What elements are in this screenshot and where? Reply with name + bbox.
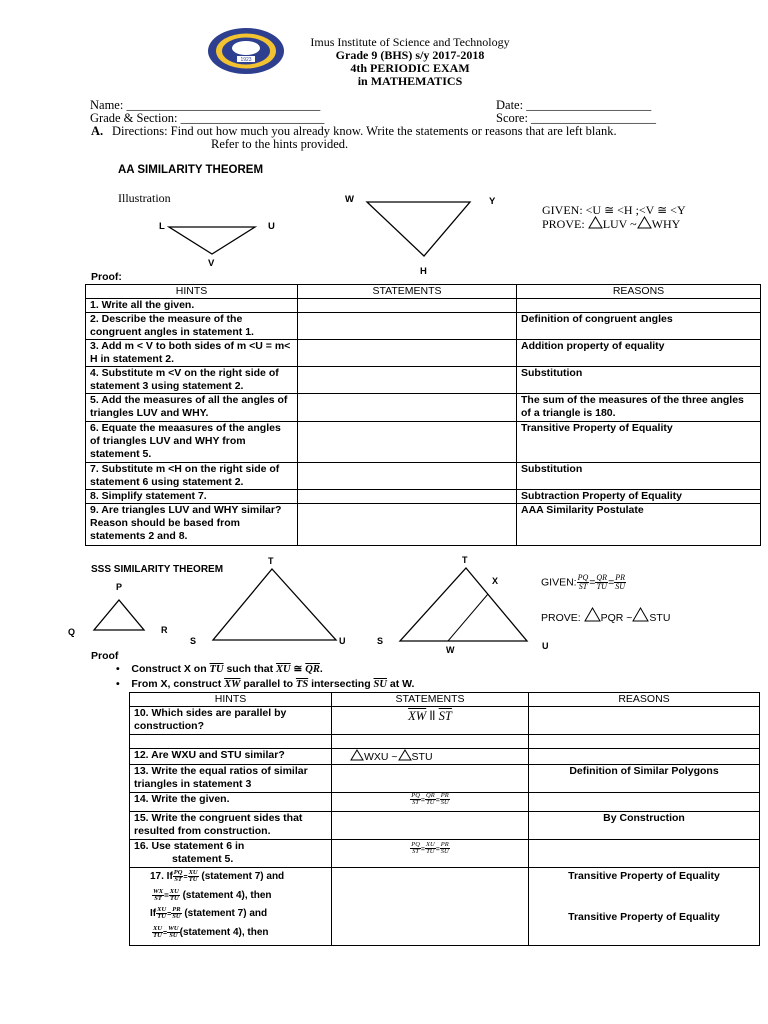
segment-xu: $\overline{XU}$ [276, 664, 291, 675]
label-l: L [159, 221, 165, 232]
hint-cell: 17. If $\frac{PQ}{ST}$ = $\frac{XU}{TU}$ (statement 7) and $\frac{WX}{ST}$ = $\frac{XU}{TU}$ (statement 4), then If $\frac{XU}{TU}$ = $\frac{PR}{SU}$ (statement 7) and $\frac{XU}{TU}$ = $\frac{WU}{SU}$ (statement 4), then [130, 868, 332, 946]
aa-given: GIVEN: <U ≅ <H ;<V ≅ <Y [542, 203, 686, 217]
date-field[interactable]: Date: ____________________ [496, 98, 652, 112]
table-row [86, 313, 761, 340]
aa-proof-label: Proof: [91, 271, 122, 283]
statement-cell[interactable] [298, 340, 517, 367]
hint-cell: 5. Add the measures of all the angles of triangles LUV and WHY. [86, 394, 298, 422]
directions-letter: A. [91, 124, 104, 138]
statement-cell[interactable] [298, 313, 517, 340]
statement-cell[interactable] [332, 735, 529, 749]
exam-title: 4th PERIODIC EXAM [350, 61, 470, 75]
col-reasons: REASONS [517, 285, 761, 299]
ratio-fraction: $\frac{XU}{TU}$ [169, 887, 179, 902]
statement-cell[interactable] [298, 490, 517, 504]
reason-cell: Subtraction Property of Equality [517, 490, 761, 504]
hint-cell: 15. Write the congruent sides that resulted from construction. [130, 812, 332, 840]
statement-cell: $\overline{XW}$ ll $\overline{ST}$ [332, 707, 529, 735]
reason-cell: Definition of Similar Polygons [529, 765, 760, 793]
aa-proof-table [85, 284, 761, 546]
statement-cell[interactable] [298, 394, 517, 422]
table-row [86, 490, 761, 504]
aa-prove-a: LUV ~ [602, 217, 637, 231]
label-x: X [492, 576, 499, 586]
table-row [86, 463, 761, 490]
score-field[interactable]: Score: ____________________ [496, 111, 657, 125]
hint-cell: 8. Simplify statement 7. [86, 490, 298, 504]
segment-xw: $\overline{XW}$ [224, 679, 241, 690]
hint-cell: 1. Write all the given. [86, 299, 298, 313]
statement-cell[interactable] [298, 463, 517, 490]
segment-ts: $\overline{TS}$ [295, 679, 309, 690]
label-t2: T [462, 555, 468, 565]
aa-figure [150, 190, 510, 280]
table-row [86, 340, 761, 367]
triangle-stu-2 [400, 568, 527, 641]
triangle-pqr [94, 600, 144, 630]
table-row [130, 765, 760, 793]
hint-cell: 4. Substitute m <V on the right side of statement 3 using statement 2. [86, 367, 298, 394]
aa-section-title: AA SIMILARITY THEOREM [118, 164, 264, 176]
table-row [86, 504, 761, 546]
table-row [130, 868, 760, 946]
triangle-stu-1 [213, 569, 336, 640]
hint-cell: 12. Are WXU and STU similar? [130, 749, 332, 765]
ratio-fraction: $\frac{XU}{TU}$ [426, 841, 435, 855]
aa-prove [542, 216, 680, 232]
illustration-label: Illustration [118, 191, 171, 205]
statement-cell: $\frac{PQ}{ST}$ = $\frac{QR}{TU}$ = $\frac{PR}{SU}$ [332, 793, 529, 812]
reason-cell[interactable] [517, 299, 761, 313]
segment-su: $\overline{SU}$ [373, 679, 387, 690]
reason-cell: Substitution [517, 367, 761, 394]
triangle-icon [637, 216, 652, 229]
table-row [86, 422, 761, 463]
construction-step-1: • Construct X on $\overline{TU}$ such that $\overline{XU}$ ≅ $\overline{QR}$. [116, 663, 323, 675]
reason-cell[interactable] [529, 840, 760, 868]
aa-prove-label: PROVE: [542, 217, 585, 231]
hint-cell: 2. Describe the measure of the congruent angles in statement 1. [86, 313, 298, 340]
reason-cell: Transitive Property of Equality Transitive Property of Equality [529, 868, 760, 946]
school-name: Imus Institute of Science and Technology [310, 35, 510, 49]
aa-prove-b: WHY [651, 217, 681, 231]
reason-cell: Substitution [517, 463, 761, 490]
triangle-luv [169, 227, 255, 254]
reason-cell: The sum of the measures of the three angles of a triangle is 180. [517, 394, 761, 422]
sss-given: GIVEN: $\frac{PQ}{ST}$ = $\frac{QR}{TU}$ = $\frac{PR}{SU}$ [541, 573, 625, 591]
triangle-icon [588, 216, 603, 229]
reason-cell[interactable] [529, 707, 760, 735]
label-p: P [116, 582, 123, 592]
ratio-fraction: $\frac{PQ}{ST}$ [173, 868, 183, 883]
directions-line2: Refer to the hints provided. [211, 137, 349, 151]
statement-cell: WXU ~ STU [332, 749, 529, 765]
col-hints: HINTS [130, 693, 332, 707]
label-u: U [268, 221, 275, 232]
hint-cell: 3. Add m < V to both sides of m <U = m< H in statement 2. [86, 340, 298, 367]
table-row-blank [130, 735, 760, 749]
col-statements: STATEMENTS [332, 693, 529, 707]
label-q: Q [68, 627, 76, 637]
label-u2: U [542, 641, 549, 651]
table-row [86, 394, 761, 422]
label-y: Y [489, 196, 496, 207]
ratio-fraction: $\frac{PQ}{ST}$ [577, 573, 589, 591]
ratio-fraction: $\frac{WU}{SU}$ [168, 924, 179, 939]
segment-tu: $\overline{TU}$ [209, 664, 224, 675]
logo-year: 1923 [240, 57, 252, 63]
table-row [86, 367, 761, 394]
reason-cell: By Construction [529, 812, 760, 840]
table-row [130, 707, 760, 735]
statement-cell[interactable] [298, 504, 517, 546]
reason-cell: Transitive Property of Equality [517, 422, 761, 463]
label-r: R [161, 625, 168, 635]
segment-xw [448, 594, 488, 641]
col-hints: HINTS [86, 285, 298, 299]
ratio-fraction: $\frac{XU}{TU}$ [153, 924, 163, 939]
statement-cell[interactable] [332, 812, 529, 840]
label-s1: S [190, 636, 197, 646]
triangle-icon [350, 749, 364, 761]
table-row [130, 749, 760, 765]
sss-prove-a: PQR ~ [600, 612, 633, 624]
label-h: H [420, 266, 427, 277]
grade-section-field[interactable]: Grade & Section: _______________________ [90, 111, 325, 125]
subject-title: in MATHEMATICS [357, 74, 463, 88]
segment-qr: $\overline{QR}$ [305, 664, 320, 675]
triangle-icon [398, 749, 412, 761]
label-s2: S [377, 636, 384, 646]
reason-cell[interactable] [529, 793, 760, 812]
sss-proof-label: Proof [91, 650, 119, 662]
ratio-fraction: $\frac{WX}{ST}$ [153, 887, 164, 902]
col-reasons: REASONS [529, 693, 760, 707]
label-u1: U [339, 636, 346, 646]
triangle-icon [632, 607, 649, 622]
ratio-fraction: $\frac{QR}{TU}$ [426, 792, 435, 806]
ratio-fraction: $\frac{PR}{SU}$ [440, 841, 449, 855]
reason-cell: AAA Similarity Postulate [517, 504, 761, 546]
table-row [130, 812, 760, 840]
label-w: W [345, 194, 354, 205]
directions-line1: Directions: Find out how much you already know. Write the statements or reasons that are left blank. [112, 124, 617, 138]
statement-cell: $\frac{PQ}{ST}$ = $\frac{XU}{TU}$ = $\frac{PR}{SU}$ [332, 840, 529, 868]
reason-cell: Addition property of equality [517, 340, 761, 367]
name-field[interactable]: Name: _______________________________ [90, 98, 321, 112]
ratio-fraction: $\frac{QR}{TU}$ [596, 573, 608, 591]
hint-cell: 10. Which sides are parallel by construction? [130, 707, 332, 735]
statement-cell[interactable] [298, 422, 517, 463]
ratio-fraction: $\frac{XU}{TU}$ [188, 868, 198, 883]
bullet-icon: • [116, 663, 120, 675]
ratio-fraction: $\frac{PR}{SU}$ [615, 573, 625, 591]
hint-cell: 9. Are triangles LUV and WHY similar? Reason should be based from statements 2 and 8. [86, 504, 298, 546]
hint-cell: 13. Write the equal ratios of similar triangles in statement 3 [130, 765, 332, 793]
reason-cell[interactable] [529, 735, 760, 749]
triangle-icon [584, 607, 601, 622]
hint-cell: 16. Use statement 6 in statement 5. [130, 840, 332, 868]
statement-cell[interactable] [332, 765, 529, 793]
table-row [130, 840, 760, 868]
grade-line: Grade 9 (BHS) s/y 2017-2018 [335, 48, 485, 62]
statement-cell[interactable] [298, 367, 517, 394]
sss-prove-label: PROVE: [541, 612, 581, 624]
sss-figure [60, 550, 560, 655]
ratio-fraction: $\frac{PR}{SU}$ [440, 792, 449, 806]
reason-cell: Definition of congruent angles [517, 313, 761, 340]
table-row [86, 299, 761, 313]
hint-cell [130, 735, 332, 749]
label-w2: W [446, 645, 455, 655]
hint-cell: 14. Write the given. [130, 793, 332, 812]
ratio-fraction: $\frac{PQ}{ST}$ [411, 792, 420, 806]
statement-cell[interactable] [332, 868, 529, 946]
ratio-fraction: $\frac{PQ}{ST}$ [411, 841, 420, 855]
table-row [130, 793, 760, 812]
ratio-fraction: $\frac{PR}{SU}$ [172, 905, 181, 920]
col-statements: STATEMENTS [298, 285, 517, 299]
construction-step-2: • From X, construct $\overline{XW}$ parallel to $\overline{TS}$ intersecting $\overline{SU}$ at W. [116, 678, 415, 690]
bullet-icon: • [116, 678, 120, 690]
sss-section-title: SSS SIMILARITY THEOREM [91, 564, 224, 575]
sss-given-label: GIVEN: [541, 576, 577, 589]
sss-prove [541, 607, 670, 624]
label-v: V [208, 258, 215, 269]
triangle-why [367, 202, 470, 256]
hint-cell: 7. Substitute m <H on the right side of statement 6 using statement 2. [86, 463, 298, 490]
label-t1: T [268, 556, 274, 566]
ratio-fraction: $\frac{XU}{TU}$ [157, 905, 167, 920]
statement-cell[interactable] [298, 299, 517, 313]
sss-proof-table [129, 692, 760, 946]
hint-cell: 6. Equate the meaasures of the angles of triangles LUV and WHY from statement 5. [86, 422, 298, 463]
reason-cell[interactable] [529, 749, 760, 765]
sss-prove-b: STU [649, 612, 671, 624]
